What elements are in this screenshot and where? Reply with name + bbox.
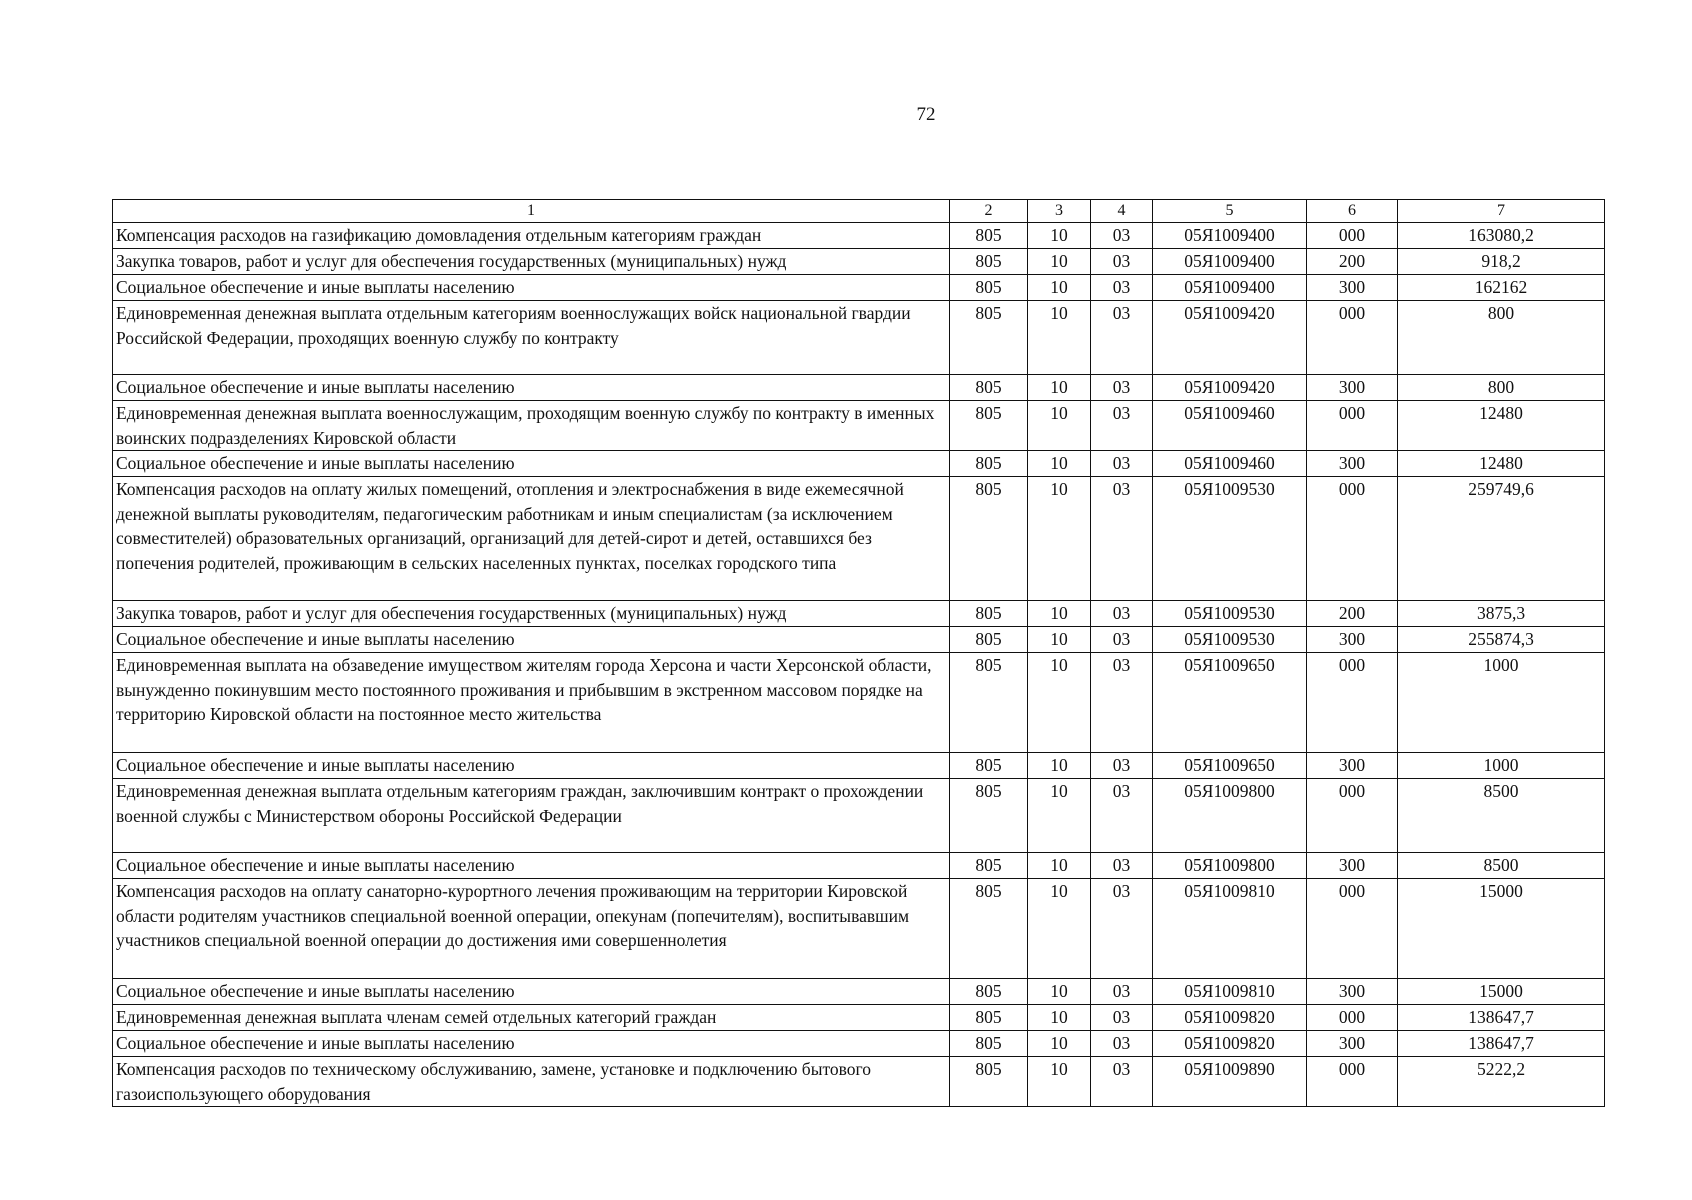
chapter-code-cell: 805 (950, 223, 1028, 249)
subsection-code-cell: 03 (1091, 249, 1153, 275)
row-name-cell: Социальное обеспечение и иные выплаты населению (113, 979, 950, 1005)
amount-cell: 12480 (1398, 451, 1605, 477)
amount-cell: 800 (1398, 375, 1605, 401)
target-article-cell: 05Я1009400 (1153, 249, 1307, 275)
target-article-cell: 05Я1009650 (1153, 653, 1307, 753)
amount-cell: 8500 (1398, 779, 1605, 853)
expense-type-cell: 300 (1307, 627, 1398, 653)
amount-cell: 162162 (1398, 275, 1605, 301)
table-row (113, 1031, 1605, 1057)
amount-cell: 1000 (1398, 753, 1605, 779)
table-row (113, 779, 1605, 853)
table-row (113, 627, 1605, 653)
header-row (113, 200, 1605, 223)
amount-cell: 255874,3 (1398, 627, 1605, 653)
column-header-6: 6 (1307, 200, 1398, 223)
chapter-code-cell: 805 (950, 853, 1028, 879)
table-row (113, 223, 1605, 249)
subsection-code-cell: 03 (1091, 779, 1153, 853)
expense-type-cell: 300 (1307, 1031, 1398, 1057)
table-row (113, 477, 1605, 601)
expense-type-cell: 300 (1307, 753, 1398, 779)
target-article-cell: 05Я1009530 (1153, 477, 1307, 601)
section-code-cell: 10 (1028, 853, 1091, 879)
expense-type-cell: 300 (1307, 853, 1398, 879)
expense-type-cell: 200 (1307, 249, 1398, 275)
target-article-cell: 05Я1009810 (1153, 879, 1307, 979)
section-code-cell: 10 (1028, 249, 1091, 275)
expense-type-cell: 000 (1307, 223, 1398, 249)
target-article-cell: 05Я1009420 (1153, 375, 1307, 401)
chapter-code-cell: 805 (950, 451, 1028, 477)
section-code-cell: 10 (1028, 477, 1091, 601)
target-article-cell: 05Я1009530 (1153, 601, 1307, 627)
chapter-code-cell: 805 (950, 779, 1028, 853)
table-header (113, 200, 1605, 223)
amount-cell: 138647,7 (1398, 1005, 1605, 1031)
chapter-code-cell: 805 (950, 979, 1028, 1005)
section-code-cell: 10 (1028, 275, 1091, 301)
target-article-cell: 05Я1009420 (1153, 301, 1307, 375)
target-article-cell: 05Я1009460 (1153, 401, 1307, 451)
subsection-code-cell: 03 (1091, 879, 1153, 979)
expense-type-cell: 300 (1307, 451, 1398, 477)
row-name-cell: Социальное обеспечение и иные выплаты населению (113, 753, 950, 779)
chapter-code-cell: 805 (950, 753, 1028, 779)
amount-cell: 3875,3 (1398, 601, 1605, 627)
target-article-cell: 05Я1009800 (1153, 853, 1307, 879)
expense-type-cell: 000 (1307, 401, 1398, 451)
subsection-code-cell: 03 (1091, 301, 1153, 375)
target-article-cell: 05Я1009820 (1153, 1005, 1307, 1031)
target-article-cell: 05Я1009530 (1153, 627, 1307, 653)
table-row (113, 979, 1605, 1005)
amount-cell: 15000 (1398, 979, 1605, 1005)
subsection-code-cell: 03 (1091, 401, 1153, 451)
subsection-code-cell: 03 (1091, 451, 1153, 477)
table-row (113, 451, 1605, 477)
expense-type-cell: 000 (1307, 1005, 1398, 1031)
expense-type-cell: 000 (1307, 879, 1398, 979)
subsection-code-cell: 03 (1091, 1031, 1153, 1057)
row-name-cell: Закупка товаров, работ и услуг для обеспечения государственных (муниципальных) нужд (113, 601, 950, 627)
section-code-cell: 10 (1028, 401, 1091, 451)
table-row (113, 853, 1605, 879)
row-name-cell: Социальное обеспечение и иные выплаты населению (113, 627, 950, 653)
row-name-cell: Компенсация расходов на оплату санаторно-курортного лечения проживающим на территории Кировской области родителям участников специальной военной операции, опекунам (попечителям), воспитывавшим участников специальной военной операции до достижения ими совершеннолетия (113, 879, 950, 979)
chapter-code-cell: 805 (950, 1031, 1028, 1057)
row-name-cell: Компенсация расходов на оплату жилых помещений, отопления и электроснабжения в виде ежемесячной денежной выплаты руководителям, педагогическим работникам и иным специалистам (за исключением совместителей) образовательных организаций, организаций для детей-сирот и детей, оставшихся без попечения родителей, проживающим в сельских населенных пунктах, поселках городского типа (113, 477, 950, 601)
expense-type-cell: 000 (1307, 653, 1398, 753)
chapter-code-cell: 805 (950, 601, 1028, 627)
expense-type-cell: 000 (1307, 301, 1398, 375)
table-row (113, 601, 1605, 627)
row-name-cell: Компенсация расходов по техническому обслуживанию, замене, установке и подключению бытового газоиспользующего оборудования (113, 1057, 950, 1107)
table-row (113, 1005, 1605, 1031)
column-header-4: 4 (1091, 200, 1153, 223)
column-header-3: 3 (1028, 200, 1091, 223)
row-name-cell: Компенсация расходов на газификацию домовладения отдельным категориям граждан (113, 223, 950, 249)
subsection-code-cell: 03 (1091, 223, 1153, 249)
table-row (113, 375, 1605, 401)
chapter-code-cell: 805 (950, 1005, 1028, 1031)
chapter-code-cell: 805 (950, 249, 1028, 275)
target-article-cell: 05Я1009810 (1153, 979, 1307, 1005)
amount-cell: 259749,6 (1398, 477, 1605, 601)
amount-cell: 5222,2 (1398, 1057, 1605, 1107)
row-name-cell: Единовременная выплата на обзаведение имуществом жителям города Херсона и части Херсонской области, вынужденно покинувшим место постоянного проживания и прибывшим в экстренном массовом порядке на территорию Кировской области на постоянное место жительства (113, 653, 950, 753)
amount-cell: 800 (1398, 301, 1605, 375)
table-row (113, 879, 1605, 979)
row-name-cell: Социальное обеспечение и иные выплаты населению (113, 275, 950, 301)
section-code-cell: 10 (1028, 223, 1091, 249)
section-code-cell: 10 (1028, 1005, 1091, 1031)
expense-type-cell: 300 (1307, 375, 1398, 401)
section-code-cell: 10 (1028, 375, 1091, 401)
row-name-cell: Социальное обеспечение и иные выплаты населению (113, 451, 950, 477)
row-name-cell: Социальное обеспечение и иные выплаты населению (113, 375, 950, 401)
target-article-cell: 05Я1009890 (1153, 1057, 1307, 1107)
subsection-code-cell: 03 (1091, 979, 1153, 1005)
row-name-cell: Единовременная денежная выплата военнослужащим, проходящим военную службу по контракту в именных воинских подразделениях Кировской области (113, 401, 950, 451)
chapter-code-cell: 805 (950, 275, 1028, 301)
table-row (113, 401, 1605, 451)
column-header-5: 5 (1153, 200, 1307, 223)
section-code-cell: 10 (1028, 653, 1091, 753)
target-article-cell: 05Я1009820 (1153, 1031, 1307, 1057)
column-header-7: 7 (1398, 200, 1605, 223)
chapter-code-cell: 805 (950, 401, 1028, 451)
amount-cell: 1000 (1398, 653, 1605, 753)
target-article-cell: 05Я1009800 (1153, 779, 1307, 853)
target-article-cell: 05Я1009460 (1153, 451, 1307, 477)
subsection-code-cell: 03 (1091, 853, 1153, 879)
section-code-cell: 10 (1028, 1031, 1091, 1057)
table-row (113, 301, 1605, 375)
section-code-cell: 10 (1028, 627, 1091, 653)
subsection-code-cell: 03 (1091, 375, 1153, 401)
expense-type-cell: 300 (1307, 979, 1398, 1005)
amount-cell: 8500 (1398, 853, 1605, 879)
row-name-cell: Социальное обеспечение и иные выплаты населению (113, 853, 950, 879)
section-code-cell: 10 (1028, 779, 1091, 853)
amount-cell: 15000 (1398, 879, 1605, 979)
page-number: 72 (916, 104, 936, 125)
chapter-code-cell: 805 (950, 653, 1028, 753)
table-body (113, 223, 1605, 1107)
subsection-code-cell: 03 (1091, 753, 1153, 779)
chapter-code-cell: 805 (950, 1057, 1028, 1107)
column-header-2: 2 (950, 200, 1028, 223)
expense-type-cell: 000 (1307, 1057, 1398, 1107)
section-code-cell: 10 (1028, 1057, 1091, 1107)
column-header-1: 1 (113, 200, 950, 223)
chapter-code-cell: 805 (950, 375, 1028, 401)
section-code-cell: 10 (1028, 753, 1091, 779)
table-row (113, 249, 1605, 275)
expense-type-cell: 000 (1307, 477, 1398, 601)
expense-type-cell: 300 (1307, 275, 1398, 301)
budget-table (112, 199, 1605, 1107)
amount-cell: 918,2 (1398, 249, 1605, 275)
expense-type-cell: 000 (1307, 779, 1398, 853)
subsection-code-cell: 03 (1091, 1057, 1153, 1107)
target-article-cell: 05Я1009400 (1153, 275, 1307, 301)
chapter-code-cell: 805 (950, 879, 1028, 979)
table-row (113, 1057, 1605, 1107)
target-article-cell: 05Я1009400 (1153, 223, 1307, 249)
row-name-cell: Социальное обеспечение и иные выплаты населению (113, 1031, 950, 1057)
row-name-cell: Единовременная денежная выплата отдельным категориям граждан, заключившим контракт о прохождении военной службы с Министерством обороны Российской Федерации (113, 779, 950, 853)
subsection-code-cell: 03 (1091, 627, 1153, 653)
table-row (113, 275, 1605, 301)
amount-cell: 163080,2 (1398, 223, 1605, 249)
section-code-cell: 10 (1028, 879, 1091, 979)
chapter-code-cell: 805 (950, 627, 1028, 653)
subsection-code-cell: 03 (1091, 1005, 1153, 1031)
expense-type-cell: 200 (1307, 601, 1398, 627)
target-article-cell: 05Я1009650 (1153, 753, 1307, 779)
section-code-cell: 10 (1028, 601, 1091, 627)
amount-cell: 138647,7 (1398, 1031, 1605, 1057)
section-code-cell: 10 (1028, 451, 1091, 477)
subsection-code-cell: 03 (1091, 477, 1153, 601)
row-name-cell: Единовременная денежная выплата отдельным категориям военнослужащих войск национальной гвардии Российской Федерации, проходящих военную службу по контракту (113, 301, 950, 375)
subsection-code-cell: 03 (1091, 653, 1153, 753)
chapter-code-cell: 805 (950, 477, 1028, 601)
amount-cell: 12480 (1398, 401, 1605, 451)
row-name-cell: Единовременная денежная выплата членам семей отдельных категорий граждан (113, 1005, 950, 1031)
section-code-cell: 10 (1028, 979, 1091, 1005)
table-row (113, 653, 1605, 753)
table-row (113, 753, 1605, 779)
subsection-code-cell: 03 (1091, 601, 1153, 627)
row-name-cell: Закупка товаров, работ и услуг для обеспечения государственных (муниципальных) нужд (113, 249, 950, 275)
chapter-code-cell: 805 (950, 301, 1028, 375)
subsection-code-cell: 03 (1091, 275, 1153, 301)
section-code-cell: 10 (1028, 301, 1091, 375)
